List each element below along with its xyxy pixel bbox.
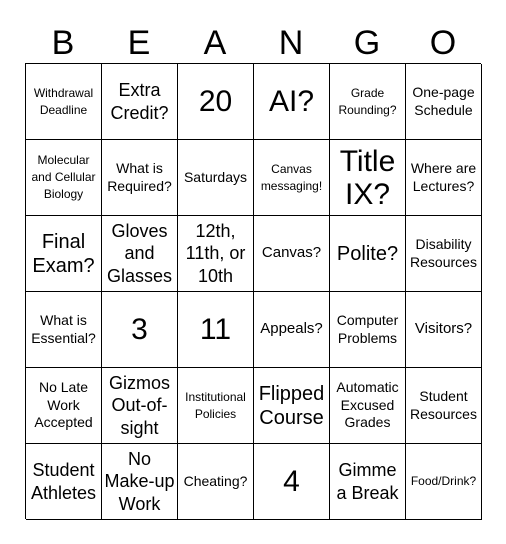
bingo-cell[interactable]: Flipped Course bbox=[254, 368, 330, 444]
bingo-cell[interactable]: No Make-up Work bbox=[102, 444, 178, 520]
bingo-cell[interactable]: What is Essential? bbox=[26, 292, 102, 368]
bingo-cell[interactable]: Computer Problems bbox=[330, 292, 406, 368]
bingo-cell[interactable]: Disability Resources bbox=[406, 216, 482, 292]
bingo-cell[interactable]: Visitors? bbox=[406, 292, 482, 368]
bingo-cell[interactable]: Automatic Excused Grades bbox=[330, 368, 406, 444]
bingo-cell[interactable]: Where are Lectures? bbox=[406, 140, 482, 216]
bingo-cell[interactable]: Institutional Policies bbox=[178, 368, 254, 444]
bingo-cell[interactable]: Canvas? bbox=[254, 216, 330, 292]
bingo-cell[interactable]: Saturdays bbox=[178, 140, 254, 216]
header-letter-o: O bbox=[429, 24, 457, 62]
header-letter-n: N bbox=[278, 24, 304, 62]
header-letter-g: G bbox=[353, 24, 381, 62]
bingo-cell[interactable]: Title IX? bbox=[330, 140, 406, 216]
bingo-cell[interactable]: Appeals? bbox=[254, 292, 330, 368]
bingo-cell[interactable]: Student Athletes bbox=[26, 444, 102, 520]
bingo-cell[interactable]: What is Required? bbox=[102, 140, 178, 216]
bingo-cell[interactable]: No Late Work Accepted bbox=[26, 368, 102, 444]
bingo-cell[interactable]: Gizmos Out-of-sight bbox=[102, 368, 178, 444]
bingo-cell[interactable]: Gimme a Break bbox=[330, 444, 406, 520]
bingo-cell[interactable]: Student Resources bbox=[406, 368, 482, 444]
bingo-cell[interactable]: Grade Rounding? bbox=[330, 64, 406, 140]
bingo-cell[interactable]: Cheating? bbox=[178, 444, 254, 520]
header-letter-b: B bbox=[51, 24, 75, 62]
bingo-cell[interactable]: Gloves and Glasses bbox=[102, 216, 178, 292]
bingo-cell[interactable]: AI? bbox=[254, 64, 330, 140]
bingo-cell[interactable]: One-page Schedule bbox=[406, 64, 482, 140]
bingo-cell[interactable]: Final Exam? bbox=[26, 216, 102, 292]
bingo-cell[interactable]: Canvas messaging! bbox=[254, 140, 330, 216]
bingo-header bbox=[25, 22, 481, 64]
bingo-cell[interactable]: 20 bbox=[178, 64, 254, 140]
bingo-cell[interactable]: Polite? bbox=[330, 216, 406, 292]
bingo-cell[interactable]: Extra Credit? bbox=[102, 64, 178, 140]
bingo-cell[interactable]: 11 bbox=[178, 292, 254, 368]
bingo-cell[interactable]: Food/Drink? bbox=[406, 444, 482, 520]
header-letter-a: A bbox=[203, 24, 227, 62]
header-letter-e: E bbox=[127, 24, 151, 62]
bingo-cell[interactable]: Withdrawal Deadline bbox=[26, 64, 102, 140]
bingo-cell[interactable]: 4 bbox=[254, 444, 330, 520]
bingo-cell[interactable]: 12th, 11th, or 10th bbox=[178, 216, 254, 292]
bingo-cell[interactable]: Molecular and Cellular Biology bbox=[26, 140, 102, 216]
bingo-cell[interactable]: 3 bbox=[102, 292, 178, 368]
bingo-board bbox=[25, 63, 481, 519]
